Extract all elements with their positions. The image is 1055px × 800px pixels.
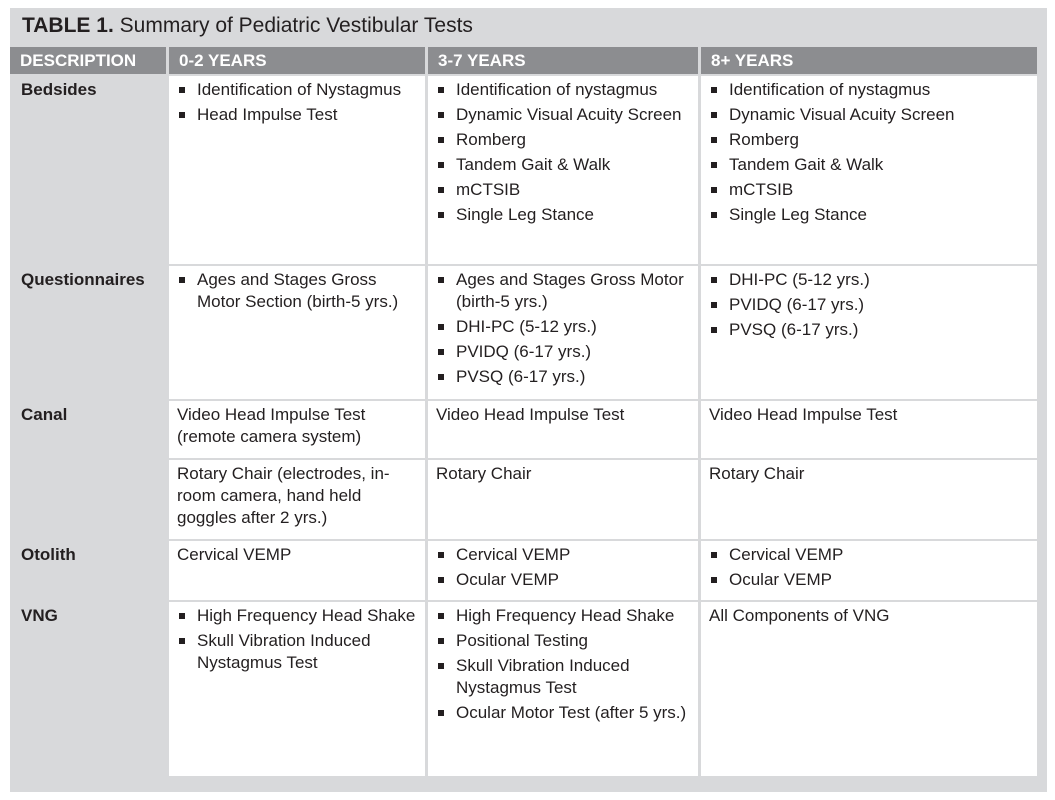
tests-table xyxy=(7,45,1040,778)
cell-vng-3-7 xyxy=(428,602,698,776)
row-label-vng: VNG xyxy=(21,606,58,625)
bullet-list xyxy=(177,605,417,674)
list-item: Tandem Gait & Walk xyxy=(709,154,1029,176)
list-item: Identification of Nystagmus xyxy=(177,79,417,101)
row-questionnaires xyxy=(10,266,1037,399)
header-row xyxy=(10,47,1037,74)
list-item: mCTSIB xyxy=(436,179,690,201)
bullet-list xyxy=(436,79,690,226)
list-item: PVSQ (6-17 yrs.) xyxy=(436,366,690,388)
list-item: High Frequency Head Shake xyxy=(436,605,690,627)
table-title xyxy=(10,8,1047,44)
list-item: Dynamic Visual Acuity Screen xyxy=(436,104,690,126)
list-item: Tandem Gait & Walk xyxy=(436,154,690,176)
table-frame xyxy=(10,8,1047,792)
cell-bedsides-0-2 xyxy=(169,76,425,264)
list-item: Ocular VEMP xyxy=(436,569,690,591)
list-item: DHI-PC (5-12 yrs.) xyxy=(709,269,1029,291)
list-item: Skull Vibration Induced Nystagmus Test xyxy=(177,630,417,674)
list-item: Romberg xyxy=(436,129,690,151)
list-item: Romberg xyxy=(709,129,1029,151)
list-item: Single Leg Stance xyxy=(436,204,690,226)
bullet-list xyxy=(436,544,690,591)
row-label-bedsides: Bedsides xyxy=(21,80,97,99)
cell-canal-rotary-3-7: Rotary Chair xyxy=(428,460,698,539)
cell-canal-rotary-0-2: Rotary Chair (electrodes, in-room camera, hand held goggles after 2 yrs.) xyxy=(169,460,425,539)
cell-vng-8-plus: All Components of VNG xyxy=(701,602,1037,776)
list-item: Head Impulse Test xyxy=(177,104,417,126)
list-item: DHI-PC (5-12 yrs.) xyxy=(436,316,690,338)
cell-otolith-0-2: Cervical VEMP xyxy=(169,541,425,600)
row-bedsides xyxy=(10,76,1037,264)
cell-questionnaires-8-plus xyxy=(701,266,1037,399)
list-item: Single Leg Stance xyxy=(709,204,1029,226)
bullet-list xyxy=(177,79,417,126)
list-item: Identification of nystagmus xyxy=(436,79,690,101)
header-description: DESCRIPTION xyxy=(10,47,166,74)
row-label-questionnaires: Questionnaires xyxy=(21,270,145,289)
bullet-list xyxy=(436,269,690,388)
list-item: PVIDQ (6-17 yrs.) xyxy=(709,294,1029,316)
list-item: Cervical VEMP xyxy=(436,544,690,566)
header-3-7-years: 3-7 YEARS xyxy=(428,47,698,74)
list-item: Identification of nystagmus xyxy=(709,79,1029,101)
cell-vng-0-2 xyxy=(169,602,425,776)
cell-canal-vhit-8-plus: Video Head Impulse Test xyxy=(701,401,1037,458)
cell-canal-rotary-8-plus: Rotary Chair xyxy=(701,460,1037,539)
list-item: Cervical VEMP xyxy=(709,544,1029,566)
bullet-list xyxy=(436,605,690,724)
bullet-list xyxy=(177,269,417,313)
table-title-prefix: TABLE 1. xyxy=(22,14,114,37)
row-label-otolith: Otolith xyxy=(21,545,76,564)
cell-questionnaires-0-2 xyxy=(169,266,425,399)
list-item: Ages and Stages Gross Motor Section (birth-5 yrs.) xyxy=(177,269,417,313)
list-item: High Frequency Head Shake xyxy=(177,605,417,627)
header-8-plus-years: 8+ YEARS xyxy=(701,47,1037,74)
list-item: Dynamic Visual Acuity Screen xyxy=(709,104,1029,126)
bullet-list xyxy=(709,79,1029,226)
cell-canal-vhit-0-2: Video Head Impulse Test (remote camera system) xyxy=(169,401,425,458)
row-vng xyxy=(10,602,1037,776)
row-canal-1 xyxy=(10,401,1037,458)
cell-otolith-8-plus xyxy=(701,541,1037,600)
list-item: Ocular Motor Test (after 5 yrs.) xyxy=(436,702,690,724)
list-item: Ages and Stages Gross Motor (birth-5 yrs.) xyxy=(436,269,690,313)
list-item: Skull Vibration Induced Nystagmus Test xyxy=(436,655,690,699)
cell-bedsides-8-plus xyxy=(701,76,1037,264)
list-item: mCTSIB xyxy=(709,179,1029,201)
header-0-2-years: 0-2 YEARS xyxy=(169,47,425,74)
cell-canal-vhit-3-7: Video Head Impulse Test xyxy=(428,401,698,458)
cell-bedsides-3-7 xyxy=(428,76,698,264)
list-item: PVSQ (6-17 yrs.) xyxy=(709,319,1029,341)
row-label-canal: Canal xyxy=(21,405,68,424)
cell-otolith-3-7 xyxy=(428,541,698,600)
list-item: PVIDQ (6-17 yrs.) xyxy=(436,341,690,363)
list-item: Positional Testing xyxy=(436,630,690,652)
bullet-list xyxy=(709,269,1029,341)
bullet-list xyxy=(709,544,1029,591)
table-title-text: Summary of Pediatric Vestibular Tests xyxy=(119,14,473,37)
row-otolith xyxy=(10,541,1037,600)
cell-questionnaires-3-7 xyxy=(428,266,698,399)
list-item: Ocular VEMP xyxy=(709,569,1029,591)
